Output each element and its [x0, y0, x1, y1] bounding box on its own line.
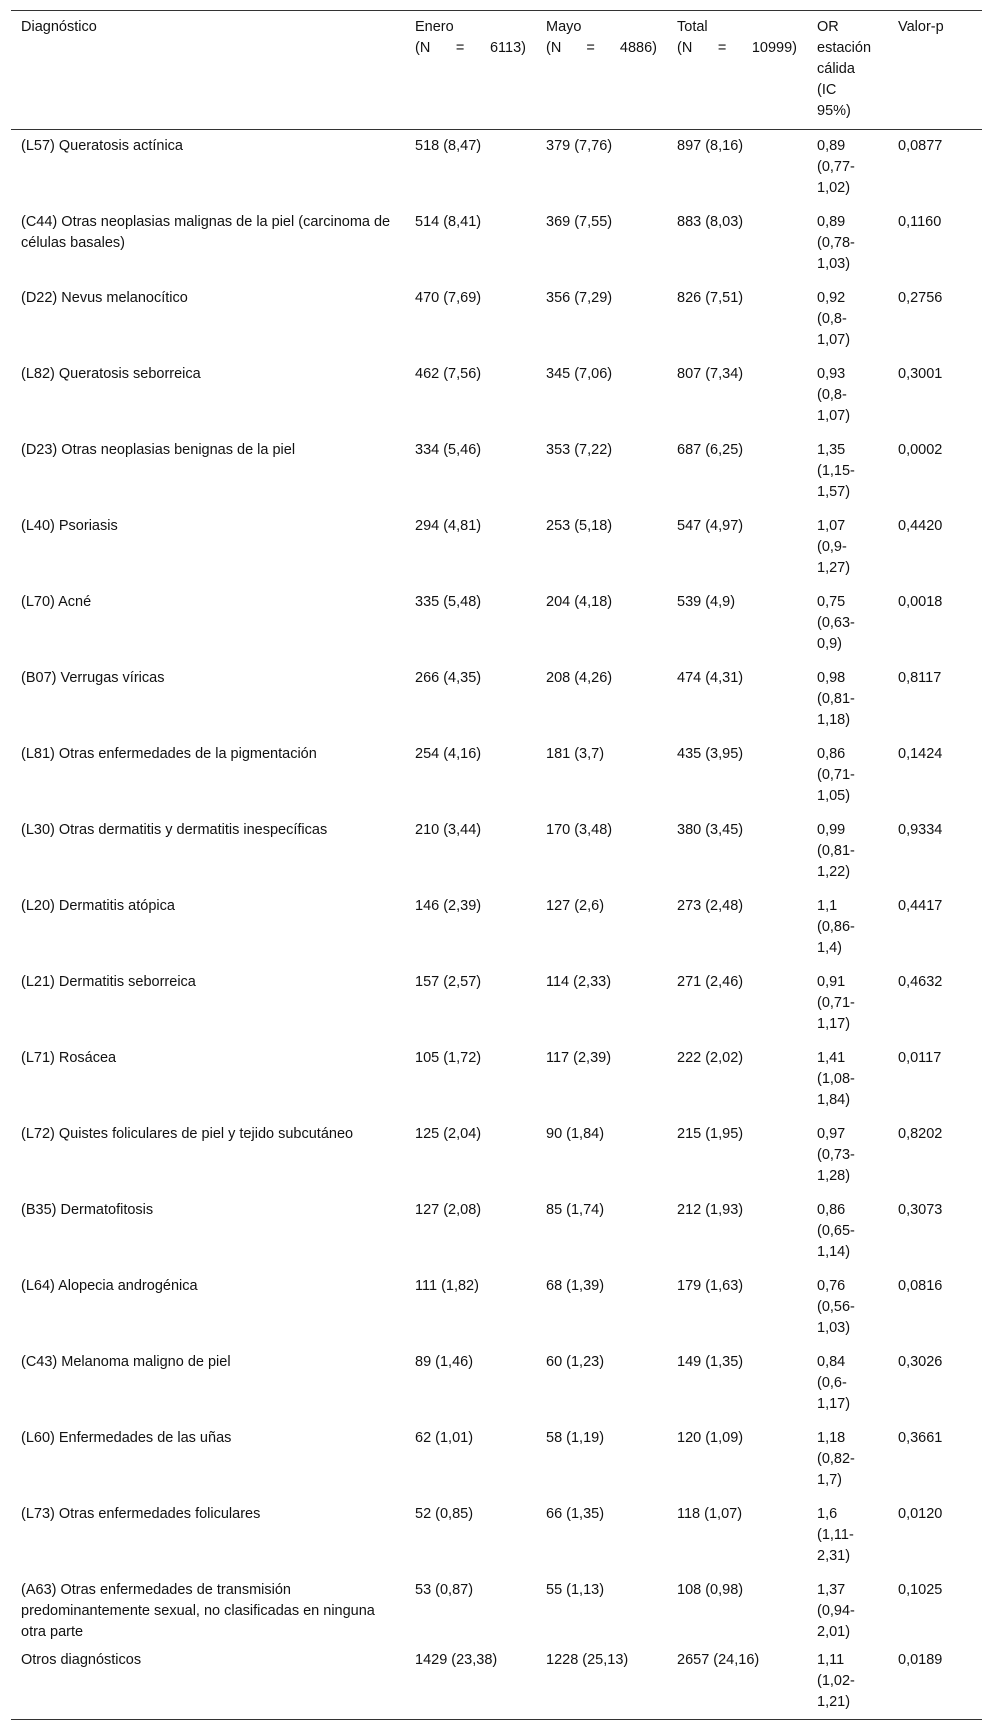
table-row	[11, 1270, 982, 1346]
cell-or: 0,76 (0,56- 1,03)	[817, 1278, 855, 1336]
cell-pvalue: 0,0117	[898, 1050, 942, 1066]
cell-or: 0,98 (0,81- 1,18)	[817, 670, 855, 728]
cell-or: 1,07 (0,9- 1,27)	[817, 518, 851, 576]
table-row	[11, 662, 982, 738]
cell-mayo: 379 (7,76)	[546, 138, 613, 154]
cell-mayo: 1228 (25,13)	[546, 1652, 629, 1668]
cell-diagnosis: (D23) Otras neoplasias benignas de la piel	[21, 442, 296, 458]
cell-pvalue: 0,0002	[898, 442, 943, 458]
diagnosis-table	[11, 10, 982, 1720]
cell-mayo: 353 (7,22)	[546, 442, 613, 458]
cell-enero: 89 (1,46)	[415, 1354, 474, 1370]
cell-pvalue: 0,8117	[898, 670, 942, 686]
cell-total: 2657 (24,16)	[677, 1652, 760, 1668]
cell-diagnosis: (B07) Verrugas víricas	[21, 670, 165, 686]
cell-mayo: 58 (1,19)	[546, 1430, 605, 1446]
cell-mayo: 68 (1,39)	[546, 1278, 605, 1294]
table-row	[11, 130, 982, 207]
cell-total: 212 (1,93)	[677, 1202, 744, 1218]
table-row	[11, 206, 982, 282]
table-row	[11, 890, 982, 966]
header-enero-n: (N = 6113)	[415, 40, 526, 56]
cell-enero: 462 (7,56)	[415, 366, 482, 382]
cell-enero: 210 (3,44)	[415, 822, 482, 838]
cell-or: 0,99 (0,81- 1,22)	[817, 822, 855, 880]
cell-pvalue: 0,4632	[898, 974, 943, 990]
cell-mayo: 170 (3,48)	[546, 822, 613, 838]
table-row	[11, 510, 982, 586]
header-mayo	[536, 11, 667, 130]
cell-mayo: 345 (7,06)	[546, 366, 613, 382]
cell-enero: 52 (0,85)	[415, 1506, 474, 1522]
cell-enero: 518 (8,47)	[415, 138, 482, 154]
cell-total: 179 (1,63)	[677, 1278, 744, 1294]
cell-total: 807 (7,34)	[677, 366, 744, 382]
cell-enero: 1429 (23,38)	[415, 1652, 498, 1668]
cell-enero: 53 (0,87)	[415, 1582, 474, 1598]
cell-or: 0,84 (0,6- 1,17)	[817, 1354, 851, 1412]
table-row	[11, 434, 982, 510]
cell-diagnosis: (C44) Otras neoplasias malignas de la piel (carcinoma de células basales)	[21, 214, 391, 251]
header-or: OR estación cálida (IC 95%)	[817, 19, 872, 119]
cell-total: 120 (1,09)	[677, 1430, 744, 1446]
cell-pvalue: 0,0877	[898, 138, 943, 154]
cell-diagnosis: (L30) Otras dermatitis y dermatitis inespecíficas	[21, 822, 328, 838]
table-row	[11, 738, 982, 814]
cell-or: 1,11 (1,02- 1,21)	[817, 1652, 855, 1710]
header-diagnostico: Diagnóstico	[21, 19, 97, 35]
cell-pvalue: 0,0189	[898, 1652, 943, 1668]
cell-total: 883 (8,03)	[677, 214, 744, 230]
cell-enero: 105 (1,72)	[415, 1050, 482, 1066]
table-row	[11, 1118, 982, 1194]
cell-enero: 146 (2,39)	[415, 898, 482, 914]
cell-pvalue: 0,0018	[898, 594, 943, 610]
cell-enero: 125 (2,04)	[415, 1126, 482, 1142]
cell-diagnosis: (L20) Dermatitis atópica	[21, 898, 175, 914]
cell-or: 0,93 (0,8- 1,07)	[817, 366, 851, 424]
cell-pvalue: 0,8202	[898, 1126, 943, 1142]
cell-diagnosis: (L70) Acné	[21, 594, 92, 610]
cell-diagnosis: (L64) Alopecia androgénica	[21, 1278, 198, 1294]
cell-diagnosis: (L73) Otras enfermedades foliculares	[21, 1506, 261, 1522]
cell-total: 547 (4,97)	[677, 518, 744, 534]
cell-enero: 470 (7,69)	[415, 290, 482, 306]
cell-diagnosis: (C43) Melanoma maligno de piel	[21, 1354, 231, 1370]
cell-diagnosis: (A63) Otras enfermedades de transmisión predominantemente sexual, no clasificadas en ninguna otra parte	[21, 1582, 375, 1640]
header-row	[11, 11, 982, 130]
cell-total: 897 (8,16)	[677, 138, 744, 154]
cell-pvalue: 0,3661	[898, 1430, 943, 1446]
cell-or: 1,6 (1,11- 2,31)	[817, 1506, 854, 1564]
cell-enero: 127 (2,08)	[415, 1202, 482, 1218]
cell-enero: 334 (5,46)	[415, 442, 482, 458]
cell-pvalue: 0,3026	[898, 1354, 943, 1370]
cell-mayo: 181 (3,7)	[546, 746, 605, 762]
cell-enero: 62 (1,01)	[415, 1430, 474, 1446]
cell-total: 222 (2,02)	[677, 1050, 744, 1066]
cell-enero: 335 (5,48)	[415, 594, 482, 610]
cell-or: 0,89 (0,78- 1,03)	[817, 214, 855, 272]
table-body	[11, 130, 982, 1720]
cell-or: 0,91 (0,71- 1,17)	[817, 974, 855, 1032]
table-row	[11, 282, 982, 358]
cell-mayo: 66 (1,35)	[546, 1506, 605, 1522]
cell-mayo: 369 (7,55)	[546, 214, 613, 230]
cell-pvalue: 0,4417	[898, 898, 943, 914]
table-row	[11, 1422, 982, 1498]
table-row	[11, 1498, 982, 1574]
cell-or: 0,86 (0,71- 1,05)	[817, 746, 855, 804]
cell-total: 474 (4,31)	[677, 670, 744, 686]
table-row	[11, 966, 982, 1042]
cell-total: 826 (7,51)	[677, 290, 744, 306]
cell-enero: 294 (4,81)	[415, 518, 482, 534]
cell-total: 271 (2,46)	[677, 974, 744, 990]
cell-mayo: 60 (1,23)	[546, 1354, 605, 1370]
cell-or: 1,41 (1,08- 1,84)	[817, 1050, 855, 1108]
cell-diagnosis: (L71) Rosácea	[21, 1050, 117, 1066]
cell-pvalue: 0,9334	[898, 822, 943, 838]
cell-total: 687 (6,25)	[677, 442, 744, 458]
cell-mayo: 253 (5,18)	[546, 518, 613, 534]
cell-or: 0,89 (0,77- 1,02)	[817, 138, 855, 196]
cell-mayo: 204 (4,18)	[546, 594, 613, 610]
cell-mayo: 85 (1,74)	[546, 1202, 605, 1218]
cell-diagnosis: (L40) Psoriasis	[21, 518, 118, 534]
header-enero-name: Enero	[415, 19, 454, 35]
cell-or: 1,18 (0,82- 1,7)	[817, 1430, 855, 1488]
cell-diagnosis: (L21) Dermatitis seborreica	[21, 974, 196, 990]
cell-pvalue: 0,0120	[898, 1506, 943, 1522]
cell-diagnosis: (B35) Dermatofitosis	[21, 1202, 154, 1218]
cell-pvalue: 0,3073	[898, 1202, 943, 1218]
cell-mayo: 127 (2,6)	[546, 898, 605, 914]
cell-or: 0,97 (0,73- 1,28)	[817, 1126, 855, 1184]
cell-total: 149 (1,35)	[677, 1354, 744, 1370]
cell-diagnosis: (L81) Otras enfermedades de la pigmentación	[21, 746, 317, 762]
header-total-name: Total	[677, 19, 708, 35]
cell-or: 0,86 (0,65- 1,14)	[817, 1202, 855, 1260]
header-enero	[405, 11, 536, 130]
cell-enero: 266 (4,35)	[415, 670, 482, 686]
cell-total: 435 (3,95)	[677, 746, 744, 762]
cell-total: 215 (1,95)	[677, 1126, 744, 1142]
cell-total: 118 (1,07)	[677, 1506, 743, 1522]
cell-or: 1,35 (1,15- 1,57)	[817, 442, 855, 500]
cell-or: 0,75 (0,63- 0,9)	[817, 594, 855, 652]
table-row	[11, 358, 982, 434]
cell-enero: 157 (2,57)	[415, 974, 482, 990]
header-mayo-n: (N = 4886)	[546, 40, 657, 56]
table-row	[11, 1194, 982, 1270]
cell-mayo: 356 (7,29)	[546, 290, 613, 306]
cell-pvalue: 0,3001	[898, 366, 943, 382]
cell-diagnosis: (L82) Queratosis seborreica	[21, 366, 201, 382]
cell-mayo: 208 (4,26)	[546, 670, 613, 686]
cell-or: 1,37 (0,94- 2,01)	[817, 1582, 855, 1640]
cell-diagnosis: (D22) Nevus melanocítico	[21, 290, 188, 306]
table-row	[11, 1650, 982, 1720]
cell-total: 273 (2,48)	[677, 898, 744, 914]
cell-diagnosis: (L72) Quistes foliculares de piel y tejido subcutáneo	[21, 1126, 354, 1142]
table-row	[11, 814, 982, 890]
cell-pvalue: 0,4420	[898, 518, 943, 534]
cell-total: 108 (0,98)	[677, 1582, 744, 1598]
cell-enero: 514 (8,41)	[415, 214, 482, 230]
cell-mayo: 55 (1,13)	[546, 1582, 605, 1598]
cell-mayo: 90 (1,84)	[546, 1126, 605, 1142]
cell-or: 1,1 (0,86- 1,4)	[817, 898, 855, 956]
cell-enero: 254 (4,16)	[415, 746, 482, 762]
cell-enero: 111 (1,82)	[415, 1278, 479, 1294]
table-row	[11, 1346, 982, 1422]
cell-pvalue: 0,2756	[898, 290, 943, 306]
table-row	[11, 1042, 982, 1118]
cell-total: 539 (4,9)	[677, 594, 736, 610]
table-row	[11, 586, 982, 662]
header-total	[667, 11, 807, 130]
cell-mayo: 114 (2,33)	[546, 974, 612, 990]
header-pvalue: Valor-p	[898, 19, 944, 35]
cell-pvalue: 0,1424	[898, 746, 943, 762]
header-total-n: (N = 10999)	[677, 40, 797, 56]
cell-diagnosis: Otros diagnósticos	[21, 1652, 142, 1668]
header-mayo-name: Mayo	[546, 19, 582, 35]
cell-pvalue: 0,0816	[898, 1278, 943, 1294]
cell-pvalue: 0,1025	[898, 1582, 943, 1598]
cell-or: 0,92 (0,8- 1,07)	[817, 290, 851, 348]
cell-diagnosis: (L60) Enfermedades de las uñas	[21, 1430, 232, 1446]
cell-total: 380 (3,45)	[677, 822, 744, 838]
cell-pvalue: 0,1160	[898, 214, 942, 230]
cell-mayo: 117 (2,39)	[546, 1050, 612, 1066]
table-row	[11, 1574, 982, 1650]
cell-diagnosis: (L57) Queratosis actínica	[21, 138, 183, 154]
